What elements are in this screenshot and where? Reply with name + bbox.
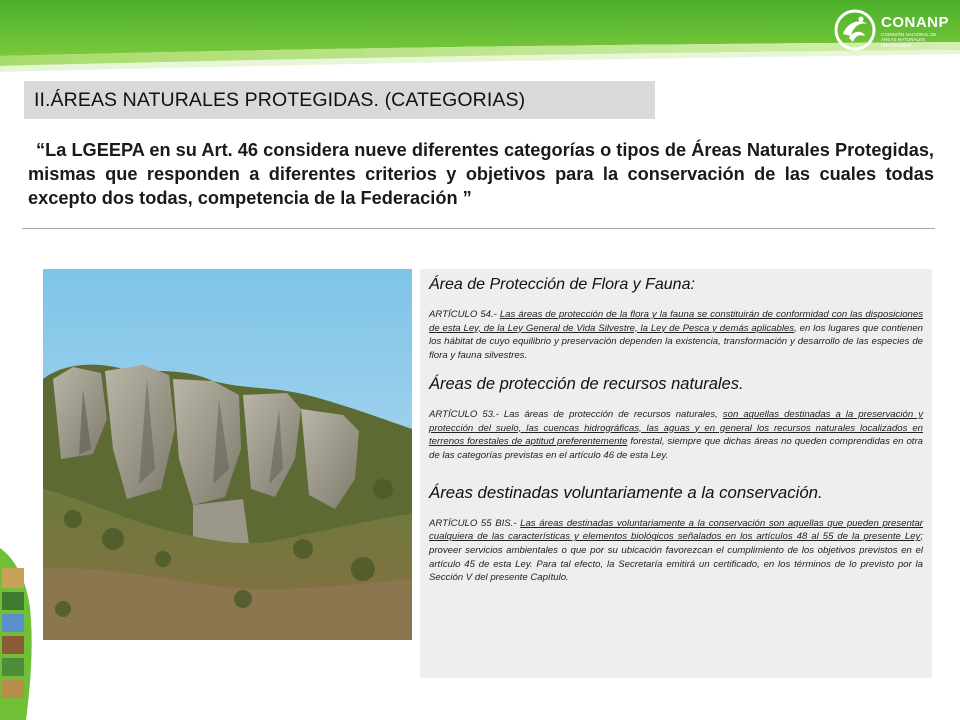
article-55bis-text [429, 517, 923, 586]
conanp-logo [833, 8, 955, 58]
article-54-text [429, 308, 923, 363]
slide-title: II.ÁREAS NATURALES PROTEGIDAS. (CATEGORIAS) [34, 88, 526, 111]
article-54-rest: , en los lugares que contienen los hábitat de cuyo equilibrio y preservación dependen la existencia, transformación y desarrollo de las especies de flora y fauna silvestres. [429, 322, 923, 362]
slide-title-box [24, 81, 655, 119]
article-55bis-lead: ARTÍCULO 55 BIS.- [429, 517, 521, 529]
article-53-lead: ARTÍCULO 53.- Las áreas de protección de recursos naturales, [429, 408, 723, 420]
section-heading-voluntarias: Áreas destinadas voluntariamente a la conservación. [429, 482, 823, 502]
section-heading-flora-fauna: Área de Protección de Flora y Fauna: [429, 276, 695, 293]
article-53-rest: forestal, siempre que dichas áreas no queden comprendidas en otra de las categorías previstas en el artículo 46 de esta Ley. [429, 436, 923, 461]
intro-paragraph: “La LGEEPA en su Art. 46 considera nueve diferentes categorías o tipos de Áreas Naturales Protegidas, mismas que responden a diferentes criterios y objetivos para la conservación de las cuales todas excepto dos todas, competencia de la Federación ” [28, 140, 934, 208]
article-53-text [429, 408, 923, 463]
article-55bis-underlined: Las áreas destinadas voluntariamente a la conservación son aquellas que pueden presentar cualquiera de las características y elementos biológicos señalados en los artículos 48 al 55 de la presente Ley [429, 517, 923, 543]
article-54-lead: ARTÍCULO 54.- [429, 309, 500, 320]
article-54-underlined: Las áreas de protección de la flora y la fauna se constituirán de conformidad con las disposiciones de esta Ley, de la Ley General de Vida Silvestre, la Ley de Pesca y demás aplicables [429, 309, 924, 334]
logo-subtitle: COMISIÓN NACIONAL DE ÁREAS NATURALES PROTEGIDAS [881, 32, 937, 48]
article-53-underlined: son aquellas destinadas a la preservación y protección del suelo, las cuencas hidrográficas, las aguas y en general los recursos naturales localizados en terrenos forestales de aptitud preferentemente [429, 408, 923, 448]
article-55bis-rest: ; proveer servicios ambientales o que por su ubicación favorezcan el cumplimiento de los objetivos previstos en el artículo 45 de esta Ley. Para tal efecto, la Secretaría emitirá un certificado, en los términos de lo previsto por la Sección V del presente Capítulo. [429, 531, 923, 584]
header-banner [0, 0, 960, 80]
divider-line [22, 228, 935, 229]
logo-name: CONANP [881, 14, 950, 31]
decorative-side-strip [0, 548, 40, 720]
section-heading-recursos-naturales: Áreas de protección de recursos naturales. [429, 374, 744, 393]
conanp-emblem-icon [833, 8, 877, 52]
mountain-photo [43, 269, 412, 640]
categories-panel [420, 269, 932, 678]
